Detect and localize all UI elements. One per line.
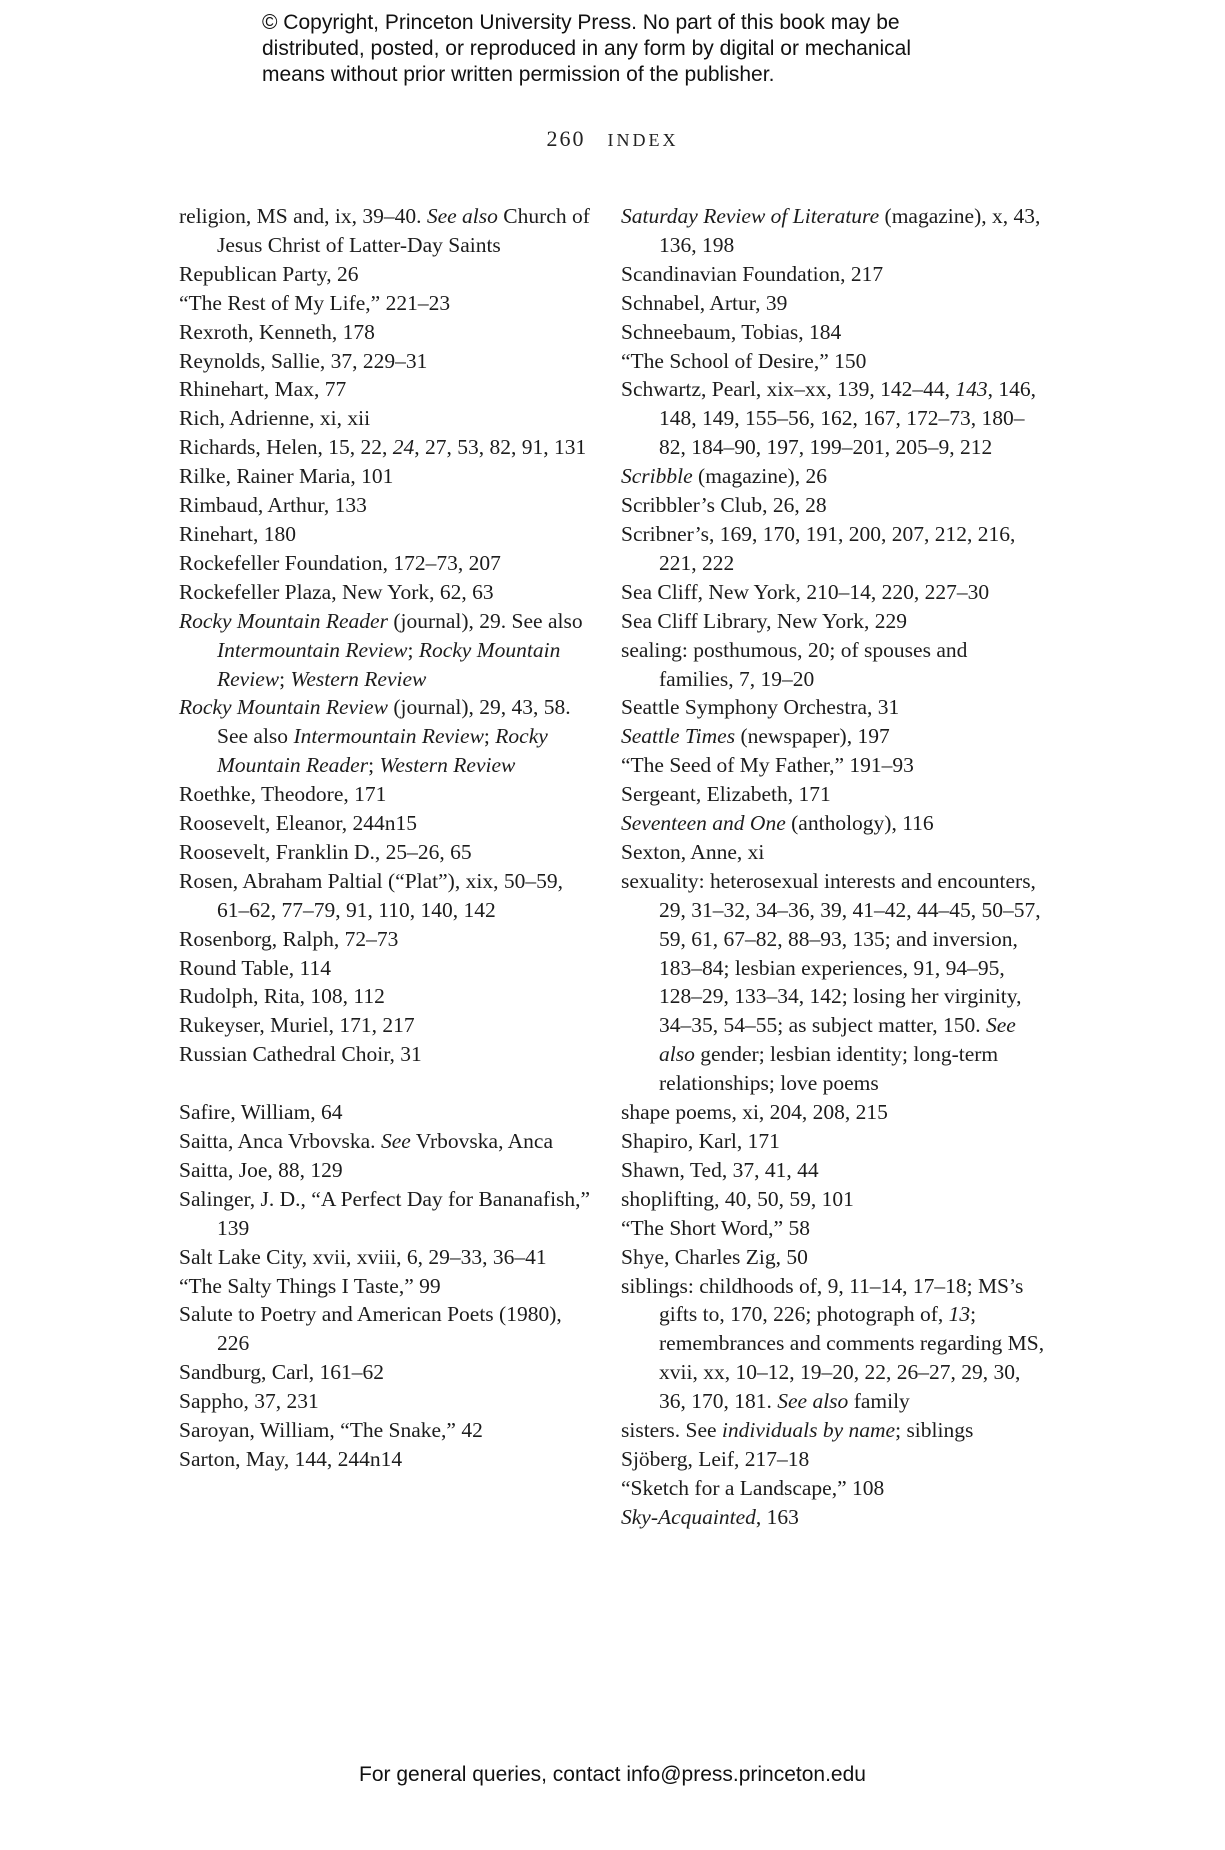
index-entry-italic-text: Western Review — [379, 753, 516, 778]
index-entry — [179, 433, 599, 462]
index-entry-text: Sergeant, Elizabeth, 171 — [621, 782, 831, 807]
index-entry-italic-text: See also — [659, 1013, 1016, 1067]
index-entry — [621, 809, 1046, 838]
index-entry — [621, 1214, 1046, 1243]
copyright-notice — [262, 10, 1002, 88]
index-entry-italic-text: Rocky Mountain Review — [179, 695, 388, 720]
index-entry-text: Safire, William, 64 — [179, 1100, 343, 1125]
index-entry — [621, 722, 1046, 751]
index-entry-text: Seattle Symphony Orchestra, 31 — [621, 695, 900, 720]
index-entry — [621, 1416, 1046, 1445]
index-entry-text: ; siblings — [895, 1418, 974, 1443]
index-entry-italic-text: Seattle Times — [621, 724, 736, 749]
index-entry-text: Saitta, Joe, 88, 129 — [179, 1157, 343, 1182]
index-entry-text: Roosevelt, Eleanor, 244n15 — [179, 811, 417, 836]
index-entry-text: , 27, 53, 82, 91, 131 — [414, 435, 587, 460]
index-entry-text: Shapiro, Karl, 171 — [621, 1129, 780, 1153]
index-entry — [179, 491, 599, 520]
index-entry — [179, 1358, 599, 1387]
index-entry-text: “The School of Desire,” 150 — [621, 348, 867, 373]
index-entry — [179, 1185, 599, 1243]
index-entry — [179, 1445, 599, 1474]
index-entry-italic-text: Sky-Acquainted — [621, 1504, 756, 1529]
index-entry — [179, 1416, 599, 1445]
index-entry-text: Salinger, J. D., “A Perfect Day for Bananafish,” 139 — [179, 1186, 591, 1240]
index-entry — [179, 318, 599, 347]
index-entry-text: Richards, Helen, 15, 22, — [179, 435, 393, 460]
index-entry — [179, 347, 599, 376]
index-entry-text: Scribbler’s Club, 26, 28 — [621, 493, 827, 518]
index-entry-text: Rimbaud, Arthur, 133 — [179, 493, 367, 518]
index-entry-text: Saitta, Anca Vrbovska. — [179, 1128, 381, 1153]
index-entry-text: (newspaper), 197 — [735, 724, 890, 749]
index-entry-text: , 146, 148, 149, 155–56, 162, 167, 172–73, 180–82, 184–90, 197, 199–201, 205–9, 212 — [659, 377, 1037, 460]
index-entry-text: Rich, Adrienne, xi, xii — [179, 406, 371, 431]
index-entry-text: Saroyan, William, “The Snake,” 42 — [179, 1418, 483, 1443]
index-entry-text: Rockefeller Foundation, 172–73, 207 — [179, 550, 501, 575]
index-entry — [179, 867, 599, 925]
index-entry-text: Schnabel, Artur, 39 — [621, 290, 788, 315]
index-entry — [179, 1098, 599, 1127]
index-entry — [621, 520, 1046, 578]
index-entry-italic-text: 13 — [948, 1302, 971, 1327]
index-entry-text: (journal), 29, 43, 58. See also — [217, 695, 571, 749]
index-entry-italic-text: See also — [777, 1389, 849, 1414]
index-entry-text: sealing: posthumous, 20; of spouses and families, 7, 19–20 — [621, 637, 968, 691]
index-entry — [621, 462, 1046, 491]
index-entry — [621, 347, 1046, 376]
index-entry-text: siblings: childhoods of, 9, 11–14, 17–18; MS’s gifts to, 170, 226; photograph of, — [621, 1273, 1024, 1327]
index-entry — [179, 1011, 599, 1040]
index-entry-text: Roosevelt, Franklin D., 25–26, 65 — [179, 839, 472, 864]
index-entry — [621, 780, 1046, 809]
index-entry-italic-text: Seventeen and One — [621, 811, 786, 836]
index-entry-text: family — [848, 1389, 910, 1414]
index-entry — [621, 693, 1046, 722]
index-entry-text: Sea Cliff Library, New York, 229 — [621, 608, 908, 633]
index-entry — [621, 1474, 1046, 1503]
index-entry-text: Rexroth, Kenneth, 178 — [179, 319, 375, 344]
index-entry-italic-text: Intermountain Review — [217, 637, 408, 662]
index-entry-italic-text: Intermountain Review — [293, 724, 484, 749]
index-entry-text: , 163 — [755, 1504, 799, 1529]
index-entry-text: Sexton, Anne, xi — [621, 839, 765, 864]
index-entry — [179, 1300, 599, 1358]
index-entry-text: shape poems, xi, 204, 208, 215 — [621, 1100, 888, 1125]
letter-group-gap — [179, 1069, 599, 1098]
copyright-line: © Copyright, Princeton University Press. No part of this book may be — [262, 11, 900, 34]
index-entry-italic-text: See also — [426, 204, 498, 228]
index-entry-text: Schwartz, Pearl, xix–xx, 139, 142–44, — [621, 377, 956, 402]
index-entry-text: ; remembrances and comments regarding MS, xvii, xx, 10–12, 19–20, 22, 26–27, 29, 30, 36, 170, 181. — [659, 1302, 1045, 1414]
index-entry-text: Rukeyser, Muriel, 171, 217 — [179, 1013, 415, 1038]
index-entry — [621, 1272, 1046, 1417]
index-entry — [621, 1243, 1046, 1272]
running-head-title: INDEX — [607, 130, 679, 150]
index-entry-text: Sappho, 37, 231 — [179, 1389, 319, 1414]
index-entry-text: Rudolph, Rita, 108, 112 — [179, 984, 385, 1009]
index-entry — [621, 375, 1046, 462]
index-entry — [179, 780, 599, 809]
index-entry — [179, 1272, 599, 1301]
index-entry — [179, 1127, 599, 1156]
index-entry-text: Rosen, Abraham Paltial (“Plat”), xix, 50–59, 61–62, 77–79, 91, 110, 140, 142 — [179, 868, 563, 922]
index-entry — [179, 520, 599, 549]
index-entry-text: “The Seed of My Father,” 191–93 — [621, 753, 914, 778]
index-entry-text: gender; lesbian identity; long-term relationships; love poems — [659, 1042, 999, 1096]
index-entry-italic-text: Rocky Mountain Review — [217, 637, 561, 691]
index-entry-text: Rilke, Rainer Maria, 101 — [179, 464, 394, 489]
index-entry-text: Sjöberg, Leif, 217–18 — [621, 1446, 810, 1471]
index-entry-text: “Sketch for a Landscape,” 108 — [621, 1475, 885, 1500]
index-entry — [179, 1156, 599, 1185]
index-entry-text: ; — [279, 666, 291, 691]
index-entry-text: Sarton, May, 144, 244n14 — [179, 1446, 403, 1471]
index-entry — [179, 549, 599, 578]
index-entry — [179, 693, 599, 780]
index-entry-text: religion, MS and, ix, 39–40. — [179, 204, 427, 228]
index-entry-text: ; — [483, 724, 496, 749]
index-entry — [179, 809, 599, 838]
index-entry-text: Republican Party, 26 — [179, 261, 359, 286]
index-entry-text: ; — [368, 753, 380, 778]
index-entry-italic-text: 24 — [392, 435, 415, 460]
index-entry — [179, 578, 599, 607]
index-column-left — [179, 202, 599, 1474]
index-entry-text: Shawn, Ted, 37, 41, 44 — [621, 1157, 819, 1182]
index-entry-italic-text: Rocky Mountain Reader — [179, 608, 388, 633]
index-entry-text: Russian Cathedral Choir, 31 — [179, 1042, 422, 1067]
index-entry — [621, 1156, 1046, 1185]
index-entry — [179, 260, 599, 289]
index-entry — [179, 375, 599, 404]
index-entry-text: Shye, Charles Zig, 50 — [621, 1244, 808, 1269]
index-entry-italic-text: Scribble — [621, 464, 693, 489]
index-entry-text: Vrbovska, Anca — [410, 1128, 553, 1153]
index-entry — [179, 289, 599, 318]
index-entry — [621, 1503, 1046, 1532]
index-entry-text: Rockefeller Plaza, New York, 62, 63 — [179, 579, 494, 604]
index-entry — [621, 289, 1046, 318]
index-entry-text: Scribner’s, 169, 170, 191, 200, 207, 212, 216, 221, 222 — [621, 521, 1016, 575]
index-entry — [621, 1098, 1046, 1127]
footer-contact: For general queries, contact info@press.princeton.edu — [359, 1763, 866, 1786]
index-column-right — [621, 202, 1046, 1532]
index-entry-text: “The Short Word,” 58 — [621, 1215, 810, 1240]
index-entry — [179, 954, 599, 983]
index-entry — [621, 202, 1046, 260]
index-entry-text: Salute to Poetry and American Poets (1980), 226 — [179, 1302, 562, 1356]
index-entry-italic-text: 143 — [955, 377, 988, 402]
index-entry-text: Round Table, 114 — [179, 955, 331, 980]
copyright-line: distributed, posted, or reproduced in any form by digital or mechanical — [262, 37, 912, 60]
index-entry-text: Sandburg, Carl, 161–62 — [179, 1360, 385, 1385]
copyright-line: means without prior written permission of the publisher. — [262, 63, 775, 86]
index-entry-text: (journal), 29. See also — [387, 608, 583, 633]
running-head — [0, 126, 1225, 152]
index-entry — [621, 1127, 1046, 1156]
index-entry — [621, 578, 1046, 607]
index-entry-italic-text: Rocky Mountain Reader — [217, 724, 548, 778]
index-entry-italic-text: Saturday Review of Literature — [621, 204, 880, 228]
index-entry — [621, 1185, 1046, 1214]
index-entry — [621, 867, 1046, 1098]
index-entry-text: Sea Cliff, New York, 210–14, 220, 227–30 — [621, 579, 990, 604]
index-entry-text: Scandinavian Foundation, 217 — [621, 261, 884, 286]
index-entry-text: shoplifting, 40, 50, 59, 101 — [621, 1186, 854, 1211]
index-entry-italic-text: Western Review — [290, 666, 427, 691]
index-entry — [179, 925, 599, 954]
index-entry — [179, 838, 599, 867]
index-entry-text: (magazine), x, 43, 136, 198 — [659, 204, 1041, 257]
index-entry-italic-text: individuals by name — [721, 1418, 896, 1443]
index-entry — [179, 404, 599, 433]
index-entry-text: (anthology), 116 — [785, 811, 934, 836]
index-entry — [179, 1040, 599, 1069]
index-entry-text: sexuality: heterosexual interests and encounters, 29, 31–32, 34–36, 39, 41–42, 44–45, 50–57, 59, 61, 67–82, 88–93, 135; and inversion, 183–84; lesbian experiences, 91, 94–95, 128–29, 133–34, 142; losing her virginity, 34–35, 54–55; as subject matter, 150. — [621, 868, 1041, 1038]
index-entry — [621, 260, 1046, 289]
index-entry — [179, 202, 599, 260]
page-number: 260 — [546, 126, 586, 151]
index-entry-text: Rosenborg, Ralph, 72–73 — [179, 926, 399, 951]
index-entry — [621, 491, 1046, 520]
index-entry-text: sisters. See — [621, 1418, 722, 1443]
index-entry — [179, 982, 599, 1011]
index-entry-text: Roethke, Theodore, 171 — [179, 782, 387, 807]
index-entry-text: Schneebaum, Tobias, 184 — [621, 319, 842, 344]
index-entry-text: “The Salty Things I Taste,” 99 — [179, 1273, 441, 1298]
index-entry — [621, 1445, 1046, 1474]
index-entry — [179, 462, 599, 491]
index-entry — [621, 607, 1046, 636]
index-entry — [179, 1243, 599, 1272]
index-entry — [621, 751, 1046, 780]
index-entry — [179, 1387, 599, 1416]
index-entry-text: Salt Lake City, xvii, xviii, 6, 29–33, 36–41 — [179, 1244, 547, 1269]
index-entry-italic-text: See — [380, 1128, 411, 1153]
index-entry-text: “The Rest of My Life,” 221–23 — [179, 290, 451, 315]
index-entry-text: Church of Jesus Christ of Latter-Day Saints — [217, 204, 590, 257]
index-entry-text: Reynolds, Sallie, 37, 229–31 — [179, 348, 428, 373]
index-entry — [621, 838, 1046, 867]
index-entry — [621, 636, 1046, 694]
index-entry — [179, 607, 599, 694]
index-entry-text: (magazine), 26 — [692, 464, 827, 489]
index-entry-text: Rinehart, 180 — [179, 521, 297, 546]
index-entry-text: Rhinehart, Max, 77 — [179, 377, 347, 402]
index-entry — [621, 318, 1046, 347]
index-entry-text: ; — [407, 637, 419, 662]
